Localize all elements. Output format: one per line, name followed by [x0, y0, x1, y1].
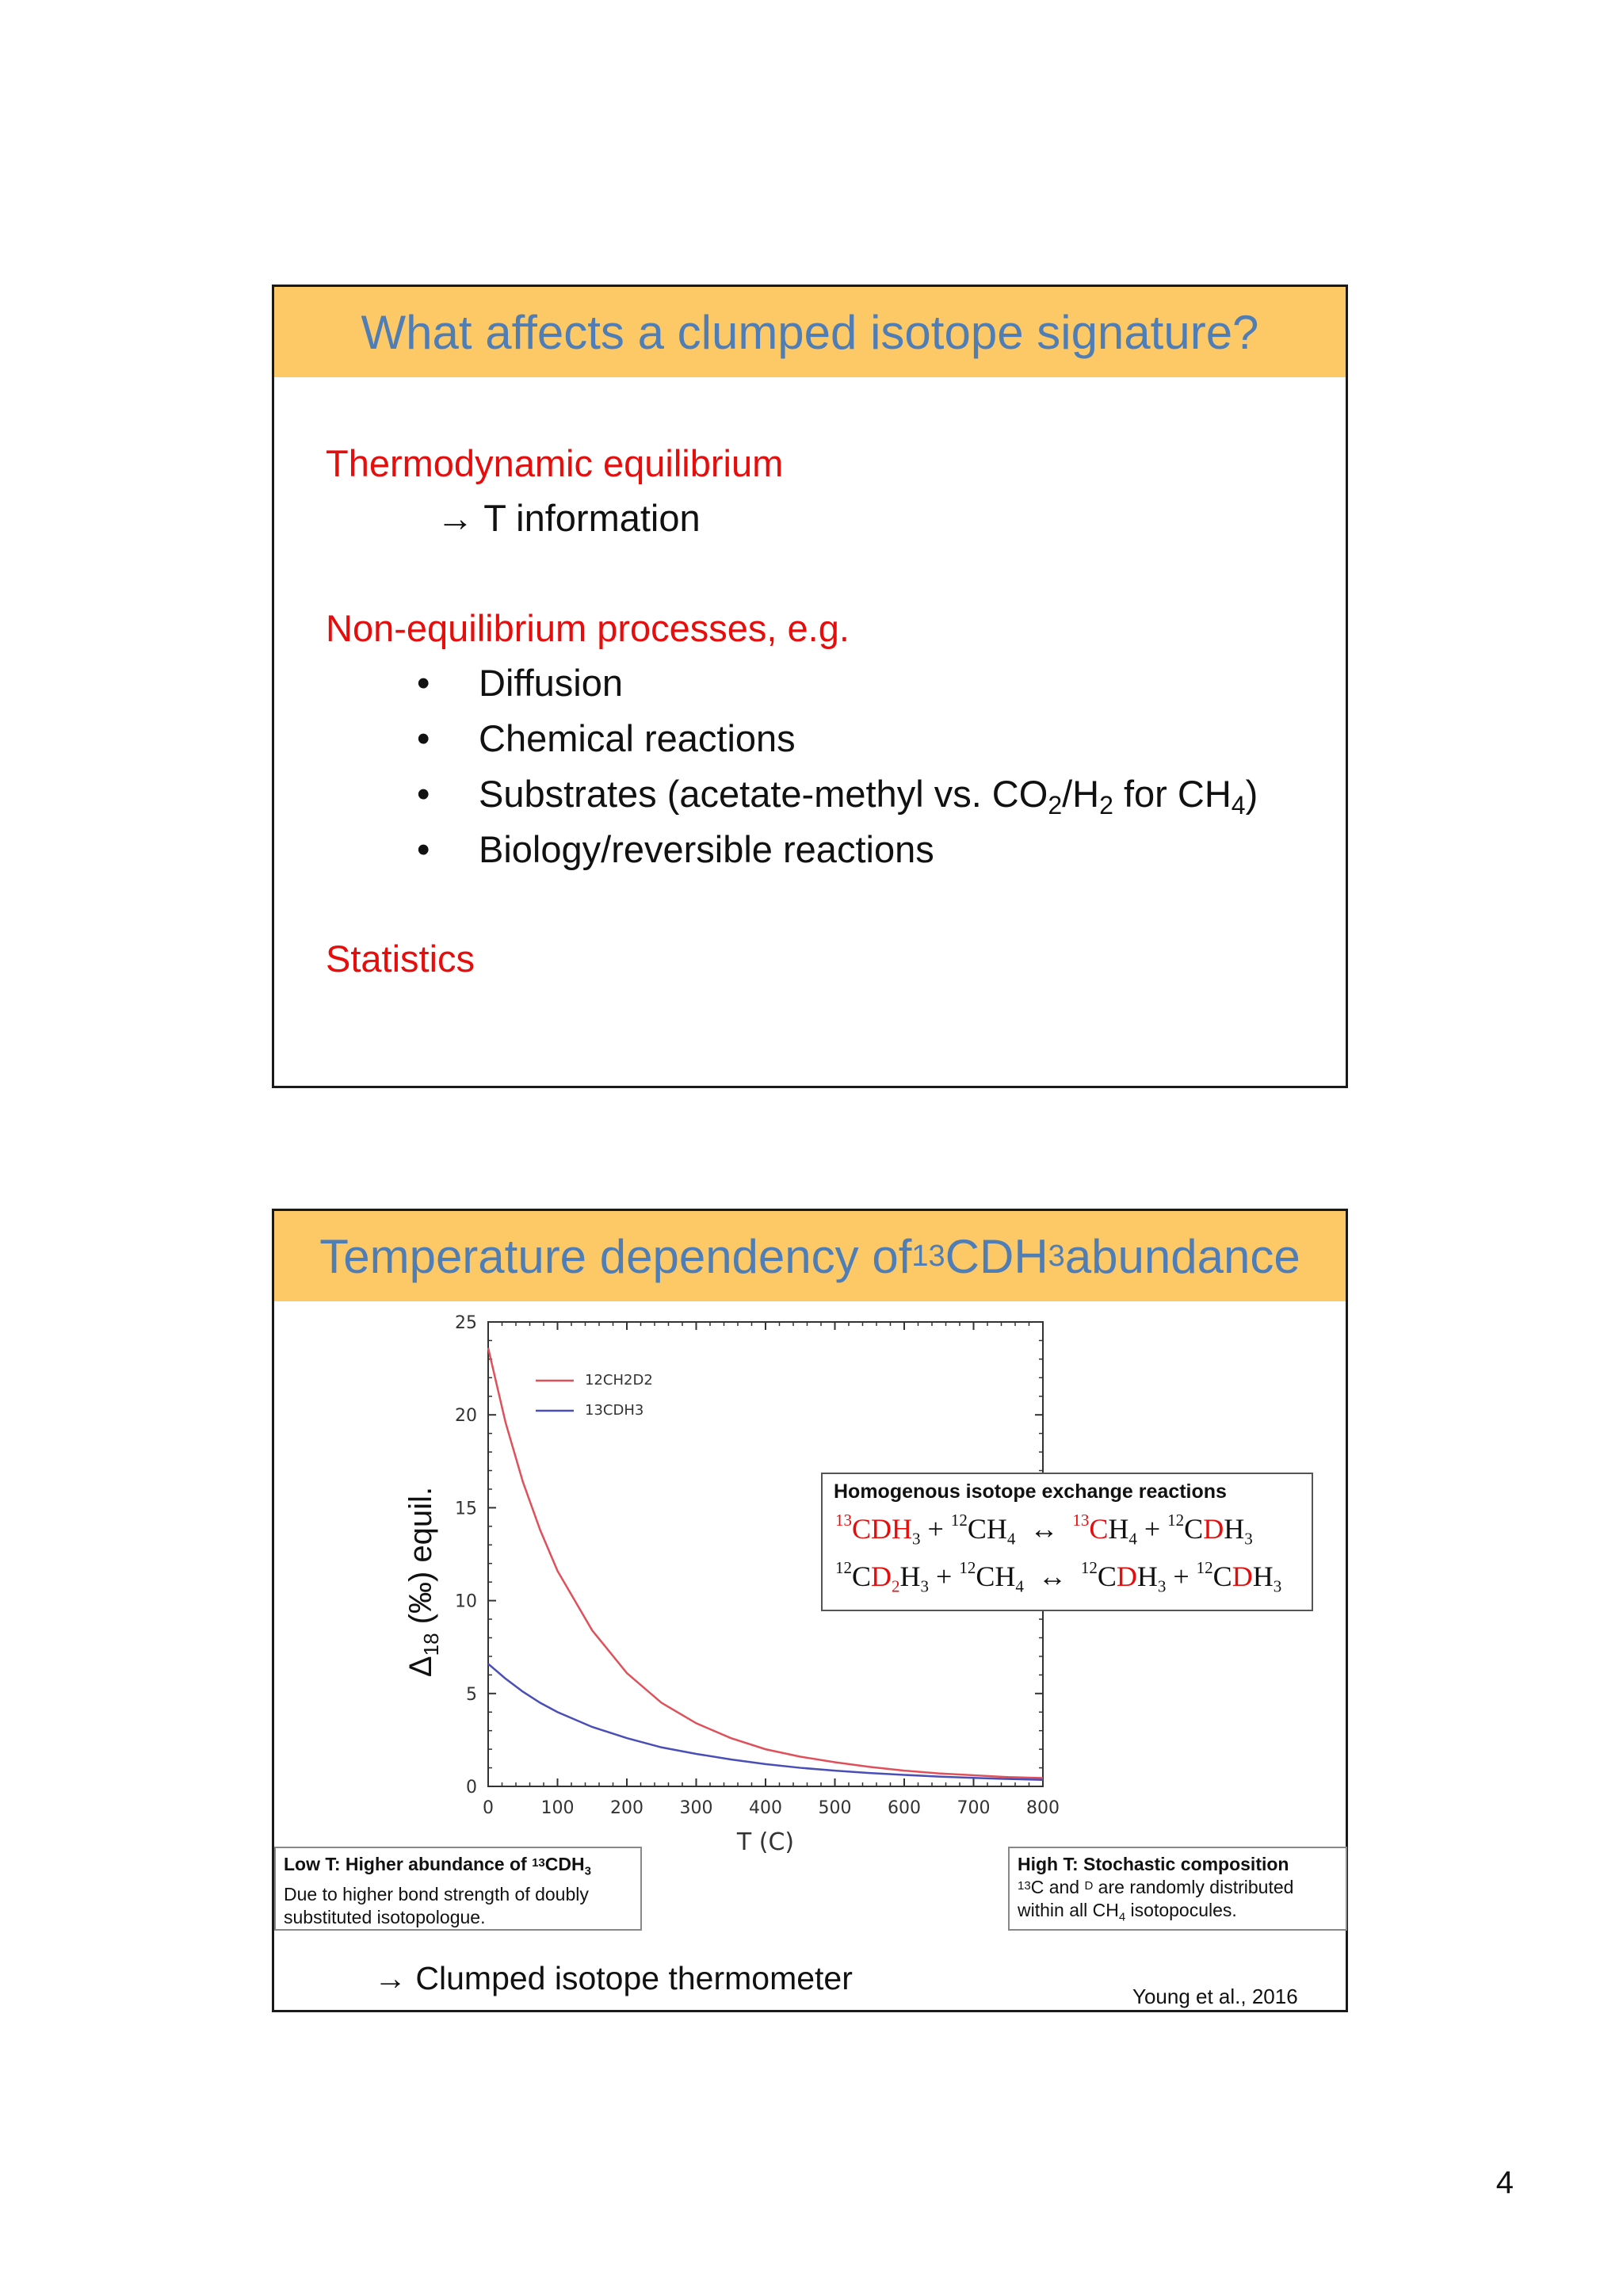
x-tick-label: 400	[749, 1798, 782, 1818]
slide-1-title: What affects a clumped isotope signature?	[274, 287, 1346, 377]
bullet-icon: •	[417, 773, 430, 815]
x-tick-label: 0	[483, 1798, 494, 1818]
t-information-text: T information	[483, 497, 701, 539]
thermometer-line: → Clumped isotope thermometer	[374, 1960, 853, 1996]
y-tick-label: 0	[466, 1778, 477, 1797]
slide-2	[272, 1209, 1348, 2012]
legend-label: 12CH2D2	[585, 1372, 653, 1389]
arrow-icon: →	[374, 1960, 407, 1996]
bullet-icon: •	[417, 828, 430, 870]
y-axis-label: $\Delta_{18}$ (‰) equil.	[403, 1486, 443, 1678]
reaction-2: $^{12}CD_2H_3 + ^{12}CH_4$ ↔ $^{12}CDH_3 + ^{12}CDH_3$	[835, 1558, 1282, 1596]
reactions-box	[821, 1473, 1313, 1611]
x-tick-label: 200	[610, 1798, 643, 1818]
reaction-1: $^{13}CDH_3 + ^{12}CH_4$ ↔ $^{13}CH_4 + ^{12}CDH_3$	[835, 1511, 1253, 1549]
y-tick-label: 20	[455, 1406, 477, 1427]
x-tick-label: 600	[888, 1798, 921, 1818]
y-tick-label: 10	[455, 1591, 477, 1612]
nonequilibrium-heading: Non-equilibrium processes, e.g.	[326, 607, 850, 649]
slide-2-title: Temperature dependency of 13 CDH 3 abundance	[274, 1211, 1346, 1301]
low-t-caption: Low T: Higher abundance of $^{13}CDH_3$ Due to higher bond strength of doubly substituted isotopologue.	[274, 1847, 642, 1931]
slide-1	[272, 285, 1348, 1088]
x-tick-label: 300	[679, 1798, 713, 1818]
bullet-substrates: Substrates (acetate-methyl vs. $CO_2/H_2$ for $CH_4$)	[479, 773, 1258, 819]
bullet-biology: Biology/reversible reactions	[479, 828, 934, 870]
x-tick-label: 500	[818, 1798, 852, 1818]
t-information-line	[437, 499, 701, 537]
bullet-icon: •	[417, 717, 430, 759]
arrow-icon: →	[437, 497, 474, 539]
y-tick-label: 15	[455, 1499, 477, 1519]
x-tick-label: 700	[957, 1798, 991, 1818]
bullet-chemical-reactions: Chemical reactions	[479, 717, 796, 759]
reactions-title: Homogenous isotope exchange reactions	[834, 1480, 1227, 1503]
bullet-diffusion: Diffusion	[479, 662, 624, 704]
statistics-heading: Statistics	[326, 938, 475, 980]
y-tick-label: 25	[455, 1313, 477, 1333]
x-tick-label: 100	[540, 1798, 575, 1818]
high-t-caption: High T: Stochastic composition $^{13}$C and $^D$ are randomly distributed within all $CH_4$ isotopocules.	[1008, 1847, 1347, 1931]
equilibrium-heading: Thermodynamic equilibrium	[326, 442, 784, 484]
series-line-1	[488, 1664, 1043, 1780]
y-tick-label: 5	[466, 1684, 477, 1705]
x-axis-label: T (C)	[736, 1828, 795, 1856]
legend-label: 13CDH3	[585, 1402, 644, 1419]
page-number: 4	[1495, 2165, 1514, 2200]
x-tick-label: 800	[1026, 1798, 1060, 1818]
bullet-icon: •	[417, 662, 430, 704]
citation: Young et al., 2016	[1132, 1985, 1298, 2008]
